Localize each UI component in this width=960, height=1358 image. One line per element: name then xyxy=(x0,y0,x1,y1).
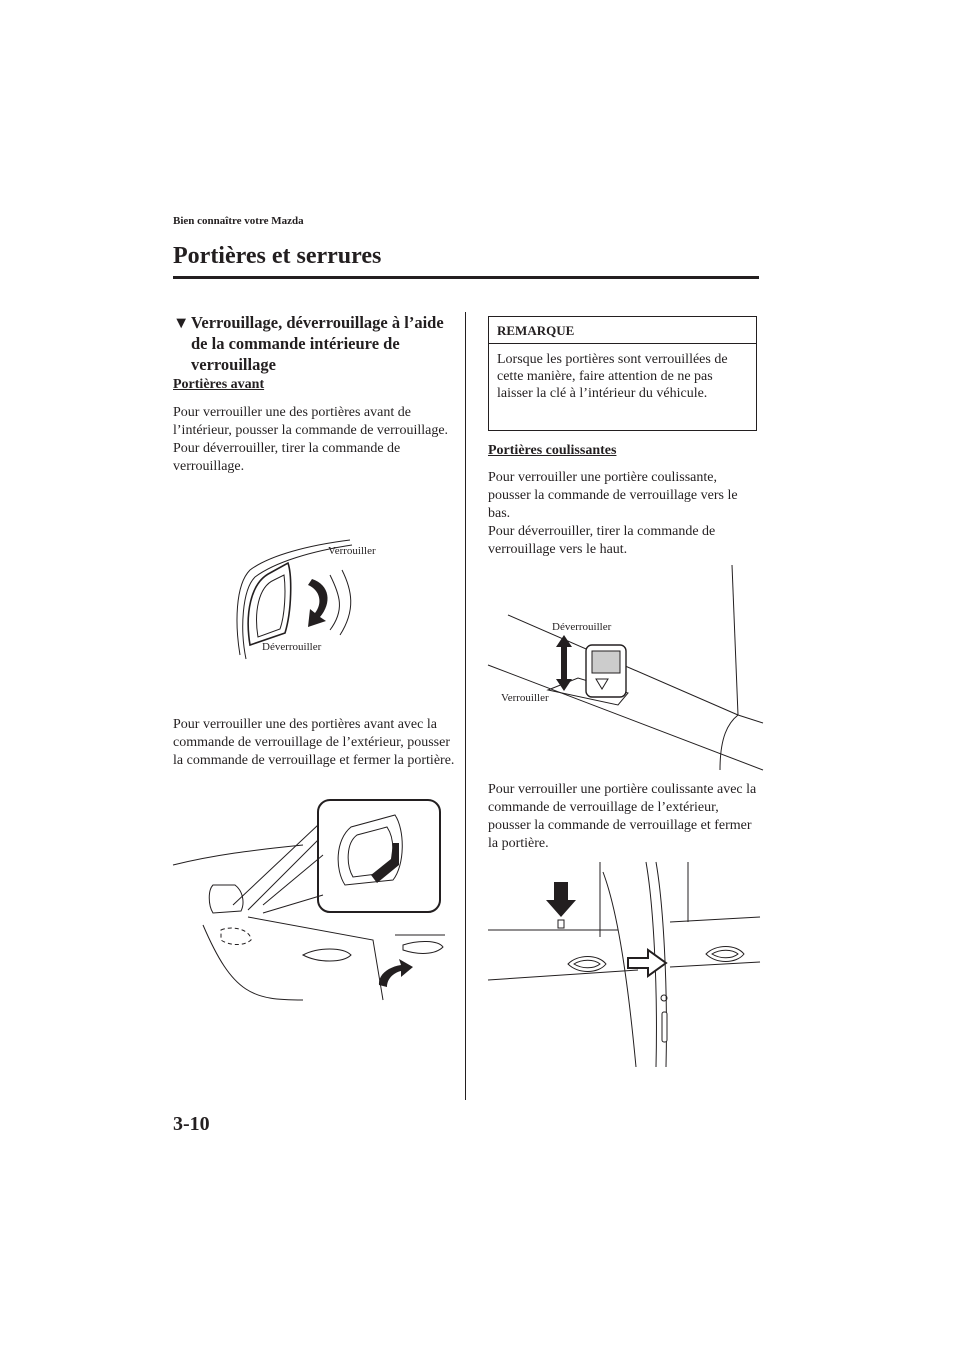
note-heading: REMARQUE xyxy=(489,317,756,344)
subheading-front-doors: Portières avant xyxy=(173,377,265,392)
figure-sliding-door-exterior xyxy=(488,862,760,1067)
label-lock-sliding: Verrouiller xyxy=(501,692,549,704)
paragraph-sliding-outside: Pour verrouiller une portière coulissante avec la commande de verrouillage de l’extérieur, pousser la commande de verrouillage et fermer la portière. xyxy=(488,782,757,851)
paragraph-sliding-inside: Pour verrouiller une portière coulissante, pousser la commande de verrouillage vers le bas. Pour déverrouiller, tirer la commande de verrouillage vers le haut. xyxy=(488,470,738,557)
subheading-sliding-doors: Portières coulissantes xyxy=(488,443,617,458)
label-unlock-sliding: Déverrouiller xyxy=(552,621,612,633)
breadcrumb: Bien connaître votre Mazda xyxy=(173,215,304,227)
page-title: Portières et serrures xyxy=(173,243,382,269)
header-rule xyxy=(173,276,759,279)
figure-front-door-exterior xyxy=(173,795,445,1000)
column-divider xyxy=(465,312,466,1100)
page-number: 3-10 xyxy=(173,1113,210,1135)
paragraph-front-outside: Pour verrouiller une des portières avant avec la commande de verrouillage de l’extérieur, pousser la commande de verrouillage et fermer la portière. xyxy=(173,717,455,768)
label-unlock-front: Déverrouiller xyxy=(262,641,322,653)
figure-sliding-door-knob xyxy=(488,565,763,775)
section-triangle-icon: ▼ xyxy=(173,313,190,332)
note-box xyxy=(488,316,757,431)
section-title: Verrouillage, déverrouillage à l’aide de la commande intérieure de verrouillage xyxy=(191,313,444,374)
label-lock-front: Verrouiller xyxy=(328,545,376,557)
note-body: Lorsque les portières sont verrouillées de cette manière, faire attention de ne pas laisser la clé à l’intérieur du véhicule. xyxy=(497,352,728,401)
paragraph-front-inside: Pour verrouiller une des portières avant de l’intérieur, pousser la commande de verrouillage. Pour déverrouiller, tirer la commande de verrouillage. xyxy=(173,405,449,474)
